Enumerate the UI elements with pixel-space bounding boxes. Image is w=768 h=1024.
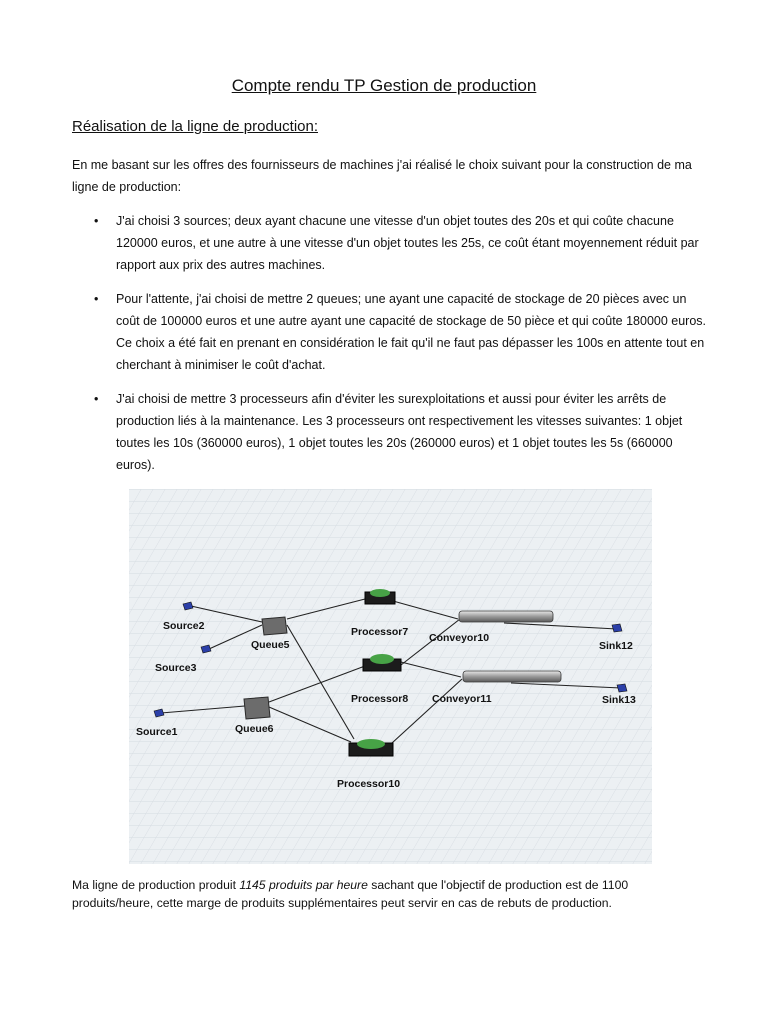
- sink12-label: Sink12: [599, 640, 633, 652]
- conclusion-text-start: Ma ligne de production produit: [72, 878, 240, 892]
- list-item-sources: • J'ai choisi 3 sources; deux ayant chacune une vitesse d'un objet toutes des 20s et qui coûte chacune 120000 euros, et une autre à une vitesse d'un objet toutes les 25s, ce coût étant moyennement réduit par rapport aux prix des autres machines.: [72, 210, 712, 276]
- sink13-label: Sink13: [602, 694, 636, 706]
- intro-paragraph: En me basant sur les offres des fournisseurs de machines j'ai réalisé le choix suivant pour la construction de ma ligne de production:: [72, 158, 692, 194]
- production-line-diagram: [129, 489, 652, 864]
- choice-list: [72, 210, 712, 488]
- conclusion-text-end: sachant que l'objectif de production est de 1100 produits/heure, cette marge de produits supplémentaires peut servir en cas de rebuts de production.: [72, 878, 629, 910]
- queue5-label: Queue5: [251, 639, 290, 651]
- conclusion-paragraph: [72, 876, 702, 912]
- conclusion-emphasis: 1145 produits par heure: [239, 878, 368, 892]
- list-item-processors: • J'ai choisi de mettre 3 processeurs afin d'éviter les surexploitations et aussi pour éviter les arrêts de production liés à la maintenance. Les 3 processeurs ont respectivement les vitesses suivantes: 1 objet toutes les 10s (360000 euros), 1 objet toutes les 20s (260000 euros) et 1 objet toutes les 5s (660000 euros).: [72, 388, 712, 476]
- queue6-label: Queue6: [235, 723, 274, 735]
- processor10-label: Processor10: [337, 778, 401, 790]
- conveyor11-label: Conveyor11: [432, 693, 492, 705]
- section-title: Réalisation de la ligne de production:: [72, 118, 318, 135]
- floor-grid: [129, 489, 652, 864]
- source3-label: Source3: [155, 662, 197, 674]
- source1-label: Source1: [136, 726, 178, 738]
- page-title: Compte rendu TP Gestion de production: [231, 76, 537, 95]
- list-item-queues: • Pour l'attente, j'ai choisi de mettre 2 queues; une ayant une capacité de stockage de 20 pièces avec un coût de 100000 euros et une autre ayant une capacité de stockage de 50 pièce et qui coûte 180000 euros. Ce choix a été fait en prenant en considération le fait qu'il ne faut pas dépasser les 100s en attente tout en cherchant à minimiser le coût d'achat.: [72, 288, 712, 376]
- source2-label: Source2: [163, 620, 205, 632]
- processor8-label: Processor8: [351, 693, 409, 705]
- conveyor10-label: Conveyor10: [429, 632, 490, 644]
- processor7-label: Processor7: [351, 626, 409, 638]
